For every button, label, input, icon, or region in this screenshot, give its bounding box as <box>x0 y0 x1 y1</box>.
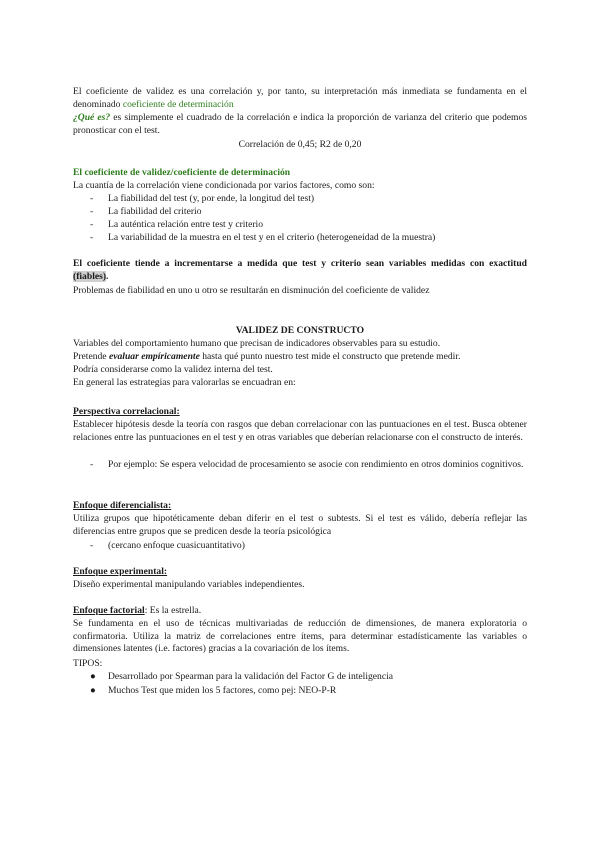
dash-marker: - <box>90 193 94 204</box>
dash-marker: - <box>90 540 94 551</box>
correlacional-heading: Perspectiva correlacional: <box>73 406 180 417</box>
constructo-line-3: Podría considerarse como la validez interna del test. <box>73 364 273 375</box>
highlight-fiables: (fiables) <box>73 270 107 282</box>
intro-paragraph: El coeficiente de validez es una correlación y, por tanto, su interpretación más inmediata se fundamenta en el denominado coeficiente de determinación <box>73 86 527 110</box>
list-item: - (cercano enfoque cuasicuantitativo) <box>90 540 245 551</box>
coeficiente-determinacion-link[interactable]: coeficiente de determinación <box>122 98 234 110</box>
factorial-heading-line: Enfoque factorial: Es la estrella. <box>73 605 202 616</box>
correlacional-text: Establecer hipótesis desde la teoría con rasgos que deban correlacionar con las puntuaciones en el test. Busca obtener relaciones entre las puntuaciones en el test y en otras variables que deberían relacionarse con el constructo de interés. <box>73 419 527 443</box>
constructo-title: VALIDEZ DE CONSTRUCTO <box>235 325 365 336</box>
bullet-dot-icon: ● <box>90 671 96 682</box>
list-item: - La fiabilidad del test (y, por ende, la longitud del test) <box>90 193 315 204</box>
factorial-heading: Enfoque factorial <box>73 605 145 616</box>
dash-marker: - <box>90 232 94 243</box>
dash-marker: - <box>90 219 94 230</box>
list-item: - La variabilidad de la muestra en el test y en el criterio (heterogeneidad de la muestra) <box>90 232 436 243</box>
diferencialista-text: Utiliza grupos que hipotéticamente deban diferir en el test o subtests. Si el test es válido, debería reflejar las diferencias entre grupos que se predicen desde la teoría psicológica <box>73 513 527 537</box>
constructo-line-1: Variables del comportamiento humano que precisan de indicadores observables para su estudio. <box>73 338 441 349</box>
list-item: ● Desarrollado por Spearman para la validación del Factor G de inteligencia <box>90 671 394 682</box>
formula-line: Correlación de 0,45; R2 de 0,20 <box>238 139 362 150</box>
dash-marker: - <box>90 459 94 470</box>
que-es-paragraph: ¿Qué es? es simplemente el cuadrado de la correlación e indica la proporción de varianza del criterio que podemos pronosticar con el test. <box>73 112 527 136</box>
coef-heading: El coeficiente de validez/coeficiente de determinación <box>73 167 291 178</box>
list-item: ● Muchos Test que miden los 5 factores, como pej: NEO-P-R <box>90 685 337 696</box>
factorial-text: Se fundamenta en el uso de técnicas multivariadas de reducción de dimensiones, de manera exploratoria o confirmatoria. Utiliza la matriz de correlaciones entre ítems, para determinar estadísticamente las variables o dimensiones latentes (i.e. factores) gracias a la covariación de los ítems. <box>73 618 527 655</box>
constructo-line-2: Pretende evaluar empíricamente hasta qué punto nuestro test mide el constructo que pretende medir. <box>73 351 461 362</box>
list-item: - La fiabilidad del criterio <box>90 206 202 217</box>
coef-bold-statement: El coeficiente tiende a incrementarse a medida que test y criterio sean variables medidas con exactitud (fiables). <box>73 258 527 282</box>
coef-lead: La cuantía de la correlación viene condicionada por varios factores, como son: <box>73 180 375 191</box>
dash-marker: - <box>90 206 94 217</box>
bullet-dot-icon: ● <box>90 685 96 696</box>
diferencialista-heading: Enfoque diferencialista: <box>73 500 172 511</box>
tipos-label: TIPOS: <box>73 658 103 669</box>
coef-note: Problemas de fiabilidad en uno u otro se resultarán en disminución del coeficiente de validez <box>73 285 430 296</box>
que-es-label: ¿Qué es? <box>73 112 111 123</box>
list-item: - Por ejemplo: Se espera velocidad de procesamiento se asocie con rendimiento en otros dominios cognitivos. <box>90 459 524 470</box>
list-item: - La auténtica relación entre test y criterio <box>90 219 264 230</box>
experimental-text: Diseño experimental manipulando variables independientes. <box>73 579 305 590</box>
experimental-heading: Enfoque experimental: <box>73 566 168 577</box>
constructo-line-4: En general las estrategias para valorarlas se encuadran en: <box>73 377 296 388</box>
